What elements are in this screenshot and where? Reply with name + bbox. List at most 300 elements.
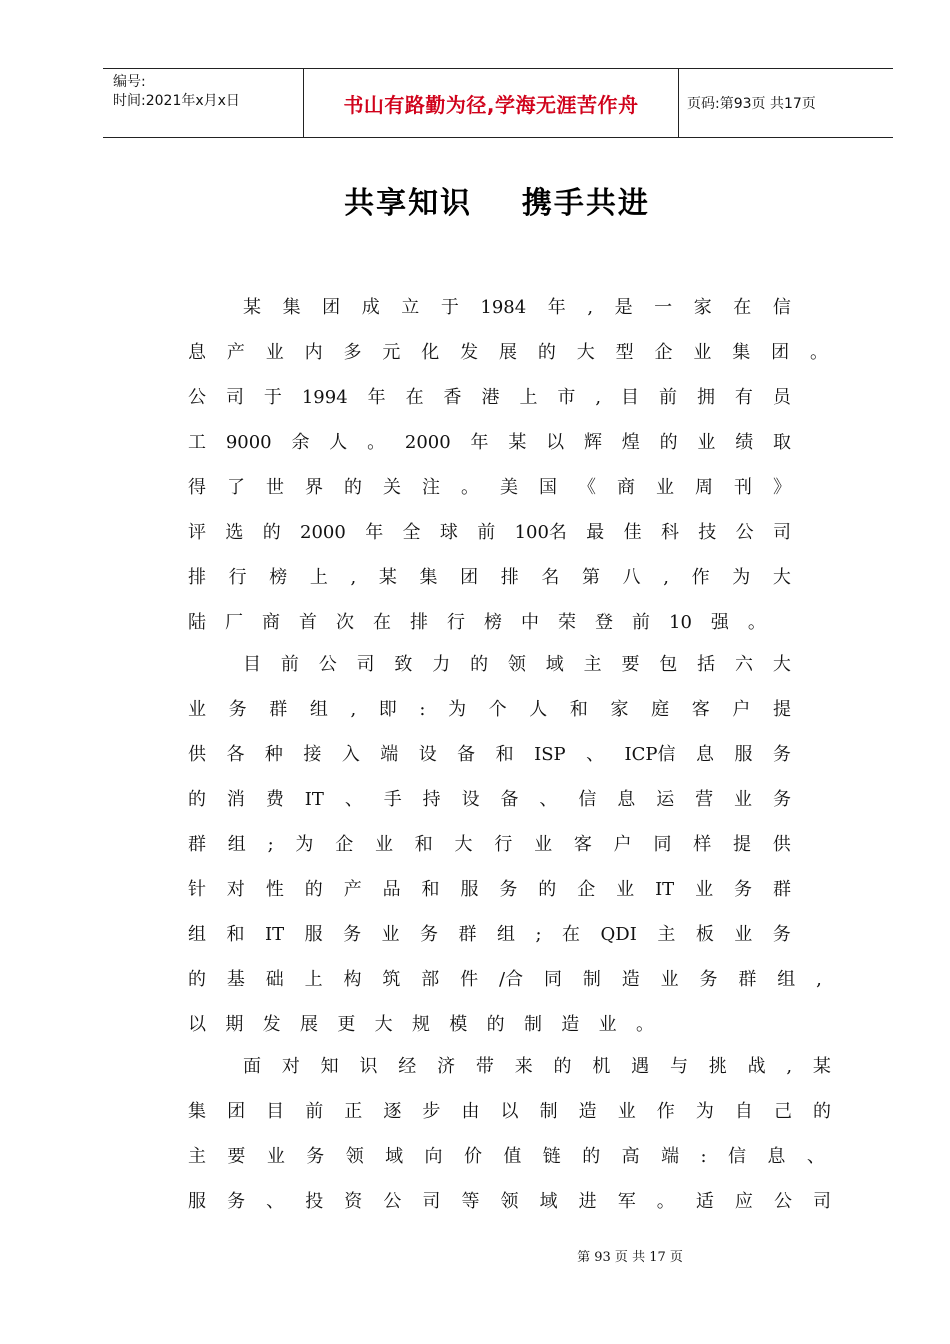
text-token: 在 <box>562 924 581 945</box>
text-token: 业 <box>660 969 679 990</box>
text-token: 持 <box>422 789 441 810</box>
text-token: 企 <box>654 342 673 363</box>
text-token: 年 <box>470 432 489 453</box>
text-token: 提 <box>733 834 752 855</box>
text-token: 进 <box>578 1191 597 1212</box>
text-token: 军 <box>617 1191 636 1212</box>
text-token: 八 <box>622 567 641 588</box>
text-token: 种 <box>264 744 283 765</box>
text-token: 多 <box>343 342 362 363</box>
text-token: 发 <box>460 342 479 363</box>
text-token: 的 <box>553 1056 572 1077</box>
text-token: 员 <box>772 387 791 408</box>
text-token: 一 <box>654 297 673 318</box>
text-token: 主 <box>188 1146 206 1167</box>
text-token: 企 <box>577 879 596 900</box>
text-token: 作 <box>691 567 710 588</box>
text-token: 组 <box>777 969 796 990</box>
text-token: 致 <box>394 654 413 675</box>
text-token: 服 <box>460 879 479 900</box>
text-token: , <box>663 567 669 588</box>
text-token: 关 <box>383 477 401 498</box>
body-text-line <box>243 1054 831 1080</box>
text-token: 等 <box>461 1191 480 1212</box>
text-token: 年 <box>365 522 384 543</box>
text-token: 登 <box>595 612 613 633</box>
text-token: 息 <box>188 342 206 363</box>
text-token: 球 <box>439 522 458 543</box>
text-token: 接 <box>303 744 322 765</box>
text-token: 的 <box>659 432 678 453</box>
text-token: 、 <box>806 1146 825 1167</box>
header-divider <box>678 69 679 137</box>
text-token: 人 <box>329 432 348 453</box>
text-token: 作 <box>656 1101 675 1122</box>
text-token: 务 <box>343 924 362 945</box>
text-token: 面 <box>243 1056 261 1077</box>
text-token: 群 <box>458 924 477 945</box>
text-token: 《 <box>578 477 596 498</box>
text-token: 集 <box>419 567 438 588</box>
text-token: 服 <box>734 744 753 765</box>
text-token: 公 <box>383 1191 402 1212</box>
text-token: 业 <box>734 789 753 810</box>
text-token: 厂 <box>225 612 243 633</box>
text-token: 对 <box>226 879 245 900</box>
text-token: 于 <box>440 297 459 318</box>
text-token: 的 <box>813 1101 831 1122</box>
text-token: 群 <box>269 699 288 720</box>
text-token: 和 <box>421 879 440 900</box>
text-token: 规 <box>411 1014 430 1035</box>
text-token: 信 <box>578 789 597 810</box>
text-token: 刊 <box>734 477 752 498</box>
text-token: 造 <box>561 1014 580 1035</box>
text-token: 端 <box>380 744 399 765</box>
text-token: 业 <box>265 342 284 363</box>
text-token: 家 <box>610 699 629 720</box>
text-token: 针 <box>188 879 206 900</box>
body-text-line <box>188 610 766 636</box>
text-token: 年 <box>547 297 566 318</box>
text-token: 链 <box>542 1146 561 1167</box>
text-token: 的 <box>344 477 362 498</box>
text-token: 某 <box>243 297 261 318</box>
text-token: 人 <box>529 699 548 720</box>
body-text-line <box>188 1099 831 1125</box>
text-token: 造 <box>578 1101 597 1122</box>
text-token: 户 <box>613 834 632 855</box>
text-token: 。 <box>461 477 479 498</box>
text-token: 港 <box>481 387 500 408</box>
text-token: 为 <box>732 567 751 588</box>
text-token: 元 <box>382 342 401 363</box>
text-token: 组 <box>309 699 328 720</box>
text-token: 组 <box>227 834 246 855</box>
text-token: 业 <box>734 924 753 945</box>
text-token: 以 <box>188 1014 206 1035</box>
text-token: 带 <box>475 1056 494 1077</box>
text-token: 的 <box>538 879 557 900</box>
text-token: /合 <box>499 969 524 990</box>
text-token: 来 <box>514 1056 533 1077</box>
text-token: 行 <box>494 834 513 855</box>
text-token: 1994 <box>301 387 348 408</box>
text-token: 某 <box>812 1056 831 1077</box>
text-token: 排 <box>188 567 206 588</box>
text-token: 科 <box>660 522 679 543</box>
text-token: 前 <box>305 1101 324 1122</box>
text-token: 型 <box>615 342 634 363</box>
text-token: 上 <box>519 387 538 408</box>
text-token: 务 <box>734 879 753 900</box>
header-meta <box>113 73 240 111</box>
text-token: 造 <box>621 969 640 990</box>
text-token: 前 <box>280 654 299 675</box>
text-token: 中 <box>521 612 539 633</box>
text-token: 知 <box>320 1056 339 1077</box>
text-token: 同 <box>653 834 672 855</box>
text-token: 域 <box>539 1191 558 1212</box>
text-token: 注 <box>422 477 440 498</box>
text-token: 要 <box>227 1146 246 1167</box>
text-token: 商 <box>262 612 280 633</box>
text-token: 强 <box>710 612 729 633</box>
text-token: 行 <box>447 612 465 633</box>
text-token: 。 <box>367 432 386 453</box>
text-token: 基 <box>226 969 245 990</box>
text-token: 余 <box>291 432 310 453</box>
text-token: 业 <box>598 1014 617 1035</box>
text-token: 运 <box>656 789 675 810</box>
text-token: 信 <box>772 297 791 318</box>
text-token: 即 <box>378 699 397 720</box>
body-text-line <box>188 340 828 366</box>
text-token: 佳 <box>623 522 642 543</box>
text-token: 务 <box>420 924 439 945</box>
text-token: 年 <box>367 387 386 408</box>
text-token: 遇 <box>631 1056 650 1077</box>
text-token: 100名 <box>514 522 567 543</box>
text-token: 展 <box>299 1014 318 1035</box>
header-motto: 书山有路勤为径,学海无涯苦作舟 <box>343 92 639 117</box>
text-token: 的 <box>486 1014 505 1035</box>
text-token: 机 <box>592 1056 611 1077</box>
text-token: 组 <box>497 924 515 945</box>
text-token: 拥 <box>696 387 715 408</box>
text-token: 企 <box>335 834 354 855</box>
text-token: 庭 <box>651 699 670 720</box>
text-token: 供 <box>188 744 206 765</box>
text-token: 团 <box>227 1101 246 1122</box>
text-token: 六 <box>734 654 753 675</box>
text-token: 为 <box>448 699 467 720</box>
text-token: 为 <box>295 834 314 855</box>
text-token: 全 <box>402 522 421 543</box>
text-token: QDI <box>600 924 637 945</box>
text-token: 选 <box>225 522 244 543</box>
text-token: , <box>587 297 594 318</box>
text-token: , <box>350 699 357 720</box>
text-token: 司 <box>772 522 791 543</box>
text-token: 的 <box>470 654 489 675</box>
text-token: 模 <box>449 1014 468 1035</box>
text-token: 域 <box>545 654 564 675</box>
text-token: 内 <box>304 342 323 363</box>
body-text-line <box>243 652 791 678</box>
text-token: 煌 <box>621 432 640 453</box>
text-token: 己 <box>773 1101 792 1122</box>
text-token: 战 <box>747 1056 766 1077</box>
text-token: 集 <box>732 342 751 363</box>
text-token: 手 <box>383 789 402 810</box>
text-token: 界 <box>305 477 323 498</box>
text-token: 业 <box>693 342 712 363</box>
text-token: 主 <box>657 924 676 945</box>
document-date-label: 时间:2021年x月x日 <box>113 93 240 109</box>
text-token: 美 <box>500 477 518 498</box>
text-token: 大 <box>576 342 595 363</box>
text-token: 目 <box>266 1101 285 1122</box>
text-token: 2000 <box>300 522 346 543</box>
text-token: 名 <box>541 567 560 588</box>
text-token: 组 <box>188 924 206 945</box>
text-token: 。 <box>656 1191 675 1212</box>
text-token: 样 <box>693 834 712 855</box>
text-token: 有 <box>734 387 753 408</box>
text-token: 的 <box>537 342 556 363</box>
text-token: 的 <box>304 879 323 900</box>
text-token: 司 <box>356 654 375 675</box>
text-token: 商 <box>617 477 635 498</box>
text-token: 上 <box>304 969 323 990</box>
text-token: 逐 <box>383 1101 402 1122</box>
text-token: 于 <box>263 387 282 408</box>
body-text-line <box>188 1144 825 1170</box>
text-token: 和 <box>226 924 245 945</box>
text-token: 在 <box>373 612 391 633</box>
text-token: 济 <box>437 1056 456 1077</box>
body-text-line <box>188 520 791 546</box>
text-token: 集 <box>188 1101 206 1122</box>
text-token: 步 <box>422 1101 441 1122</box>
text-token: 制 <box>539 1101 558 1122</box>
text-token: 备 <box>500 789 519 810</box>
text-token: 入 <box>341 744 360 765</box>
page-footer: 第 93 页 共 17 页 <box>577 1250 683 1265</box>
text-token: 主 <box>583 654 602 675</box>
text-token: 群 <box>772 879 791 900</box>
text-token: 排 <box>500 567 519 588</box>
text-token: 首 <box>299 612 317 633</box>
text-token: 是 <box>614 297 633 318</box>
text-token: 前 <box>477 522 496 543</box>
text-token: 值 <box>503 1146 522 1167</box>
text-token: : <box>419 699 426 720</box>
text-token: 排 <box>410 612 428 633</box>
text-token: 务 <box>772 789 791 810</box>
header-page-info: 页码:第93页 共17页 <box>687 96 816 112</box>
text-token: 消 <box>226 789 245 810</box>
text-token: 业 <box>188 699 206 720</box>
text-token: 投 <box>305 1191 324 1212</box>
text-token: 由 <box>461 1101 480 1122</box>
text-token: 司 <box>813 1191 831 1212</box>
text-token: ISP <box>534 744 566 765</box>
text-token: 展 <box>499 342 517 363</box>
text-token: 国 <box>539 477 557 498</box>
text-token: 团 <box>460 567 479 588</box>
text-token: 业 <box>266 1146 285 1167</box>
text-token: 团 <box>322 297 341 318</box>
text-token: 的 <box>188 789 206 810</box>
text-token: 10 <box>669 612 692 633</box>
text-token: 与 <box>669 1056 688 1077</box>
text-token: 市 <box>557 387 576 408</box>
text-token: 评 <box>188 522 206 543</box>
text-token: 大 <box>772 567 791 588</box>
text-token: 上 <box>309 567 328 588</box>
text-token: 前 <box>632 612 650 633</box>
body-text-line <box>188 787 791 813</box>
text-token: 服 <box>304 924 323 945</box>
text-token: 。 <box>635 1014 654 1035</box>
text-token: 向 <box>424 1146 443 1167</box>
text-token: 业 <box>381 924 400 945</box>
body-text-line <box>188 967 822 993</box>
text-token: 行 <box>228 567 247 588</box>
text-token: 务 <box>306 1146 325 1167</box>
text-token: 的 <box>262 522 281 543</box>
text-token: 自 <box>734 1101 753 1122</box>
text-token: 营 <box>695 789 714 810</box>
text-token: 次 <box>336 612 354 633</box>
text-token: 识 <box>359 1056 378 1077</box>
text-token: 某 <box>378 567 397 588</box>
text-token: : <box>700 1146 707 1167</box>
text-token: 费 <box>265 789 284 810</box>
text-token: 公 <box>773 1191 792 1212</box>
text-token: 括 <box>697 654 716 675</box>
body-text-line <box>188 697 791 723</box>
text-token: 技 <box>698 522 717 543</box>
text-token: 务 <box>772 924 791 945</box>
text-token: 辉 <box>583 432 602 453</box>
text-token: 目 <box>621 387 640 408</box>
text-token: 立 <box>401 297 420 318</box>
text-token: 业 <box>695 879 714 900</box>
text-token: 力 <box>432 654 451 675</box>
body-text-line <box>243 295 791 321</box>
text-token: 大 <box>772 654 791 675</box>
text-token: 前 <box>658 387 677 408</box>
text-token: 司 <box>225 387 244 408</box>
body-text-line <box>188 922 791 948</box>
text-token: 设 <box>418 744 437 765</box>
text-token: ; <box>535 924 542 945</box>
text-token: 性 <box>265 879 284 900</box>
text-token: 客 <box>691 699 710 720</box>
text-token: 业 <box>697 432 716 453</box>
text-token: 业 <box>617 1101 636 1122</box>
text-token: 高 <box>621 1146 640 1167</box>
text-token: , <box>786 1056 793 1077</box>
text-token: 要 <box>621 654 640 675</box>
text-token: 期 <box>225 1014 244 1035</box>
text-token: 最 <box>586 522 605 543</box>
text-token: 应 <box>734 1191 753 1212</box>
text-token: 大 <box>374 1014 393 1035</box>
text-token: 和 <box>569 699 588 720</box>
text-token: 提 <box>772 699 791 720</box>
text-token: 务 <box>227 1191 246 1212</box>
text-token: 成 <box>361 297 380 318</box>
text-token: 制 <box>523 1014 542 1035</box>
text-token: 业 <box>534 834 553 855</box>
page-header <box>103 68 893 138</box>
text-token: 端 <box>661 1146 680 1167</box>
text-token: 周 <box>695 477 713 498</box>
text-token: 务 <box>699 969 718 990</box>
text-token: 、 <box>539 789 558 810</box>
text-token: 9000 <box>225 432 272 453</box>
body-text-line <box>188 385 791 411</box>
text-token: 挑 <box>708 1056 727 1077</box>
text-token: 目 <box>243 654 261 675</box>
text-token: 领 <box>507 654 526 675</box>
text-token: ; <box>267 834 274 855</box>
text-token: 公 <box>318 654 337 675</box>
text-token: 取 <box>773 432 791 453</box>
text-token: 服 <box>188 1191 206 1212</box>
text-token: 司 <box>422 1191 441 1212</box>
text-token: 的 <box>188 969 206 990</box>
text-token: 产 <box>226 342 245 363</box>
text-token: 发 <box>262 1014 281 1035</box>
text-token: 设 <box>461 789 480 810</box>
text-token: 集 <box>282 297 301 318</box>
text-token: IT <box>264 924 285 945</box>
text-token: 大 <box>454 834 473 855</box>
text-token: 制 <box>582 969 601 990</box>
text-token: 价 <box>463 1146 482 1167</box>
text-token: 家 <box>693 297 712 318</box>
body-text-line <box>188 1012 654 1038</box>
text-token: 业 <box>656 477 674 498</box>
body-text-line <box>188 877 791 903</box>
text-token: , <box>816 969 822 990</box>
text-token: 对 <box>281 1056 300 1077</box>
text-token: 绩 <box>735 432 754 453</box>
text-token: 、 <box>266 1191 285 1212</box>
text-token: 化 <box>421 342 440 363</box>
text-token: 为 <box>695 1101 714 1122</box>
text-token: 群 <box>188 834 206 855</box>
text-token: 部 <box>421 969 440 990</box>
text-token: 2000 <box>404 432 451 453</box>
text-token: 团 <box>771 342 790 363</box>
body-text-line <box>188 832 791 858</box>
text-token: 经 <box>398 1056 417 1077</box>
text-token: 供 <box>772 834 791 855</box>
text-token: 》 <box>773 477 791 498</box>
text-token: 适 <box>695 1191 714 1212</box>
text-token: 的 <box>582 1146 601 1167</box>
text-token: 以 <box>500 1101 519 1122</box>
body-text-line <box>188 475 791 501</box>
text-token: 域 <box>385 1146 404 1167</box>
text-token: 个 <box>488 699 507 720</box>
